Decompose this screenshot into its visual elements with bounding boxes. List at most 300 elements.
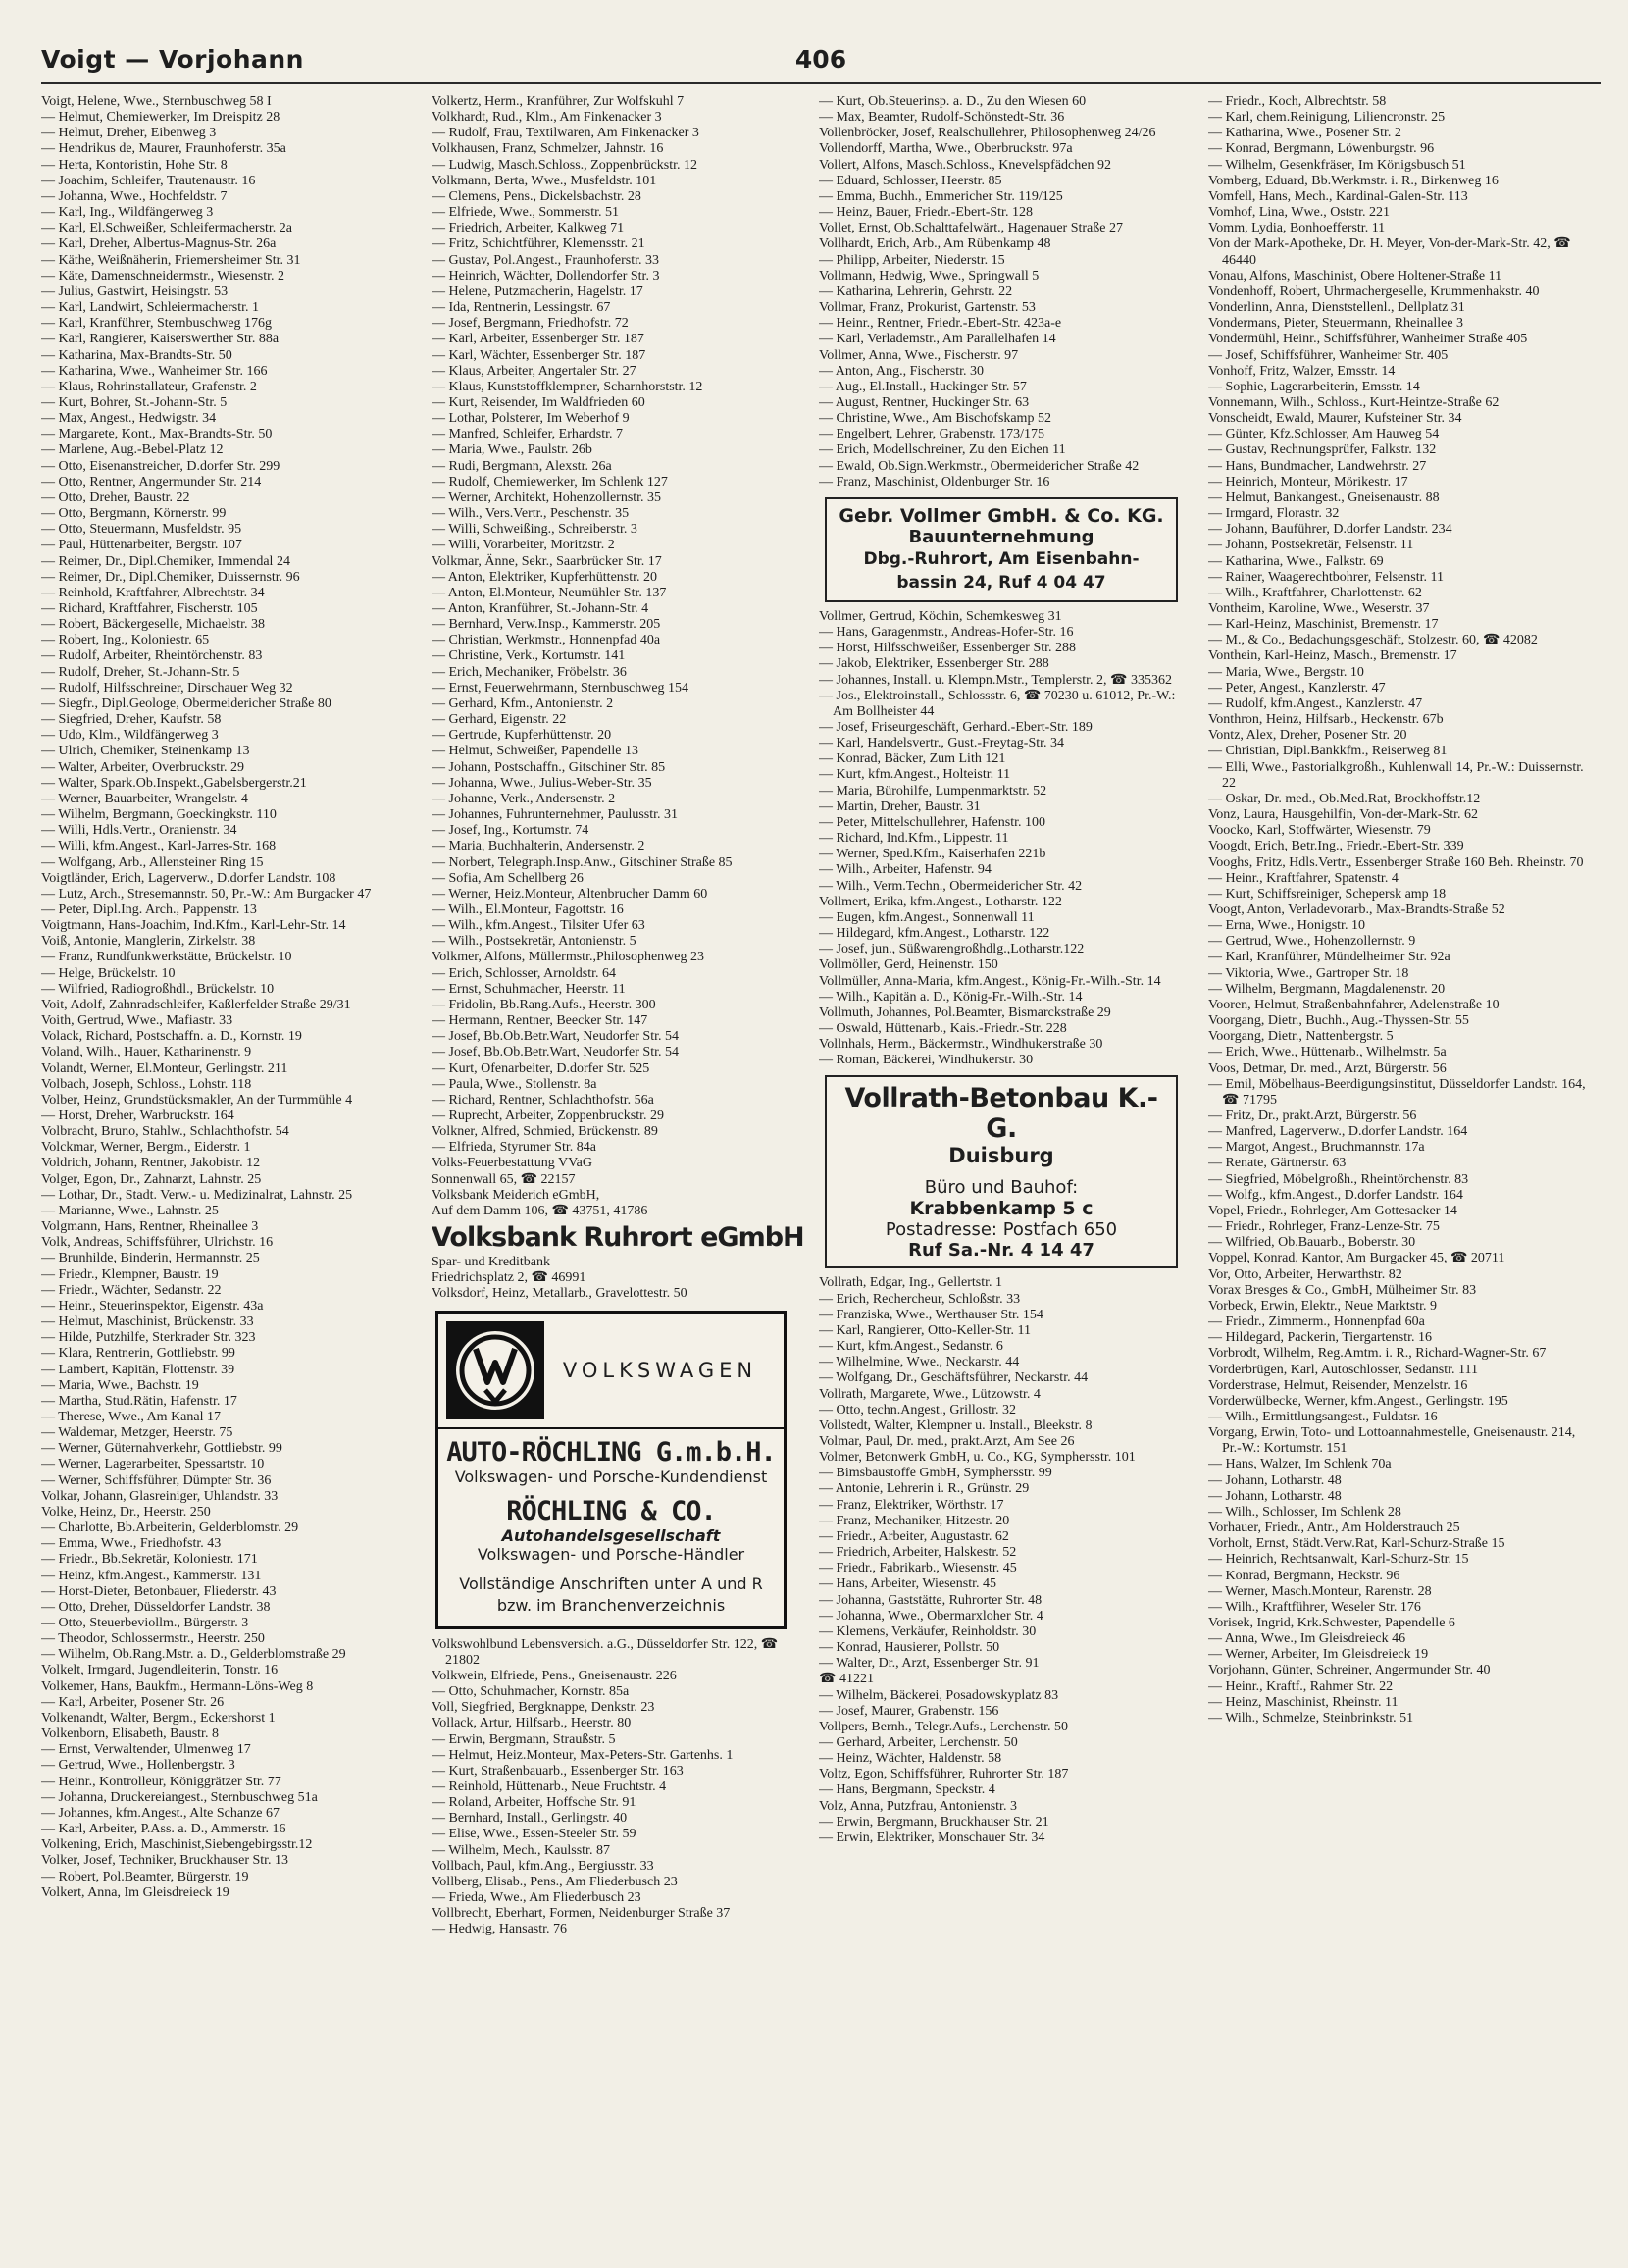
directory-entry: — Irmgard, Florastr. 32 <box>1208 506 1340 522</box>
directory-entry: — Paul, Hüttenarbeiter, Bergstr. 107 <box>41 538 242 553</box>
directory-entry: — Kurt, Straßenbauarb., Essenberger Str. 163 <box>432 1763 684 1778</box>
directory-entry: — Erich, Modellschreiner, Zu den Eichen 11 <box>819 442 1066 458</box>
directory-entry: — Rainer, Waagerechtbohrer, Felsenstr. 11 <box>1208 569 1444 585</box>
directory-entry: — Helmut, Schweißer, Papendelle 13 <box>432 744 638 759</box>
directory-entry: — Heinrich, Monteur, Mörikestr. 17 <box>1208 474 1408 490</box>
directory-entry: — Willi, Vorarbeiter, Moritzstr. 2 <box>432 538 615 553</box>
directory-entry: Vorbrodt, Wilhelm, Reg.Amtm. i. R., Richard-Wagner-Str. 67 <box>1208 1346 1547 1362</box>
vollrath-ad-line: Postadresse: Postfach 650 <box>885 1219 1118 1241</box>
directory-entry: Vorderbrügen, Karl, Autoschlosser, Sedanstr. 111 <box>1208 1362 1478 1377</box>
directory-entry: — Hans, Bundmacher, Landwehrstr. 27 <box>1208 458 1427 474</box>
directory-entry: Voogt, Anton, Verladevorarb., Max-Brandts-Straße 52 <box>1208 902 1505 917</box>
directory-entry: — Elfrieda, Styrumer Str. 84a <box>432 1140 596 1156</box>
directory-entry: — Siegfried, Möbelgroßh., Rheintörchenstr. 83 <box>1208 1171 1469 1187</box>
directory-entry: Volkemer, Hans, Baukfm., Hermann-Löns-Weg 8 <box>41 1678 314 1694</box>
directory-entry: — Wolfgang, Arb., Allensteiner Ring 15 <box>41 854 264 870</box>
directory-entry: — Franz, Maschinist, Oldenburger Str. 16 <box>819 474 1050 490</box>
page-number: 406 <box>794 45 847 74</box>
directory-entry: Vorjohann, Günter, Schreiner, Angermunder Str. 40 <box>1208 1663 1491 1678</box>
directory-entry: — Reimer, Dr., Dipl.Chemiker, Immendal 24 <box>41 553 290 569</box>
directory-entry: — Therese, Wwe., Am Kanal 17 <box>41 1409 221 1424</box>
directory-entry: — Friedr., Koch, Albrechtstr. 58 <box>1208 94 1387 109</box>
directory-entry: — Erna, Wwe., Honigstr. 10 <box>1208 918 1365 934</box>
directory-entry: Vor, Otto, Arbeiter, Herwarthstr. 82 <box>1208 1266 1402 1282</box>
directory-entry: — Erwin, Bergmann, Bruckhauser Str. 21 <box>819 1814 1049 1830</box>
directory-entry: — Klaus, Arbeiter, Angertaler Str. 27 <box>432 363 636 379</box>
directory-entry: — Elise, Wwe., Essen-Steeler Str. 59 <box>432 1827 636 1842</box>
directory-entry: — Johanna, Gaststätte, Ruhrorter Str. 48 <box>819 1592 1043 1608</box>
directory-entry: — Wilh., Arbeiter, Hafenstr. 94 <box>819 862 992 878</box>
directory-entry: — Rudolf, Dreher, St.-Johann-Str. 5 <box>41 664 240 680</box>
directory-entry: — Joachim, Schleifer, Trautenaustr. 16 <box>41 173 256 188</box>
directory-entry: — Günter, Kfz.Schlosser, Am Hauweg 54 <box>1208 427 1440 442</box>
directory-entry: — Hans, Arbeiter, Wiesenstr. 45 <box>819 1576 996 1592</box>
directory-entry: — Gerhard, Kfm., Antonienstr. 2 <box>432 696 614 711</box>
directory-entry: Vollnhals, Herm., Bäckermstr., Windhukerstraße 30 <box>819 1037 1103 1053</box>
directory-entry: Volkhausen, Franz, Schmelzer, Jahnstr. 16 <box>432 141 664 157</box>
directory-entry: — Karl, Arbeiter, P.Ass. a. D., Ammerstr. 16 <box>41 1822 286 1837</box>
entry-list <box>41 94 420 1901</box>
directory-entry: — Theodor, Schlossermstr., Heerstr. 250 <box>41 1631 265 1647</box>
directory-entry: — Kurt, Schiffsreiniger, Schepersk amp 18 <box>1208 886 1447 902</box>
directory-entry: — Bernhard, Verw.Insp., Kammerstr. 205 <box>432 617 661 633</box>
directory-entry: — Ewald, Ob.Sign.Werkmstr., Obermeidericher Straße 42 <box>819 458 1140 474</box>
directory-entry: Voogdt, Erich, Betr.Ing., Friedr.-Ebert-Str. 339 <box>1208 839 1464 854</box>
directory-entry: — Friedr., Fabrikarb., Wiesenstr. 45 <box>819 1561 1017 1576</box>
directory-entry: — Helmut, Dreher, Eibenweg 3 <box>41 126 217 141</box>
directory-entry: Vollmuth, Johannes, Pol.Beamter, Bismarckstraße 29 <box>819 1005 1111 1020</box>
directory-entry: Vollmar, Franz, Prokurist, Gartenstr. 53 <box>819 300 1036 316</box>
directory-entry: Vollpers, Bernh., Telegr.Aufs., Lerchenstr. 50 <box>819 1719 1068 1734</box>
directory-entry: — Konrad, Bergmann, Löwenburgstr. 96 <box>1208 141 1435 157</box>
directory-entry: — Johanna, Druckereiangest., Sternbuschweg 51a <box>41 1789 318 1805</box>
directory-entry: — Roman, Bäckerei, Windhukerstr. 30 <box>819 1053 1034 1068</box>
directory-entry: — Hildegard, kfm.Angest., Lotharstr. 122 <box>819 926 1050 942</box>
directory-entry: Vollrath, Edgar, Ing., Gellertstr. 1 <box>819 1275 1002 1291</box>
directory-entry: — Karl, Arbeiter, Essenberger Str. 187 <box>432 332 644 347</box>
directory-entry: — Wilh., Kraftführer, Weseler Str. 176 <box>1208 1599 1421 1615</box>
volkswagen-ad <box>435 1311 787 1629</box>
directory-entry: — Karl, Landwirt, Schleiermacherstr. 1 <box>41 300 259 316</box>
directory-entry: — Karl, Handelsvertr., Gust.-Freytag-Str. 34 <box>819 736 1065 751</box>
directory-entry: — Friedr., Klempner, Baustr. 19 <box>41 1266 219 1282</box>
entry-list <box>432 1637 810 1938</box>
directory-entry: Volkening, Erich, Maschinist,Siebengebirgsstr.12 <box>41 1837 313 1853</box>
directory-entry: — Kurt, Bohrer, St.-Johann-Str. 5 <box>41 394 228 410</box>
directory-entry: — Reinhold, Hüttenarb., Neue Fruchtstr. 4 <box>432 1778 667 1794</box>
volksbank-title: Volksbank Ruhrort eGmbH <box>432 1222 804 1254</box>
directory-entry: Vollet, Ernst, Ob.Schalttafelwärt., Hagenauer Straße 27 <box>819 221 1123 236</box>
directory-entry: Vollrath, Margarete, Wwe., Lützowstr. 4 <box>819 1386 1041 1402</box>
directory-entry: — Kurt, Ofenarbeiter, D.dorfer Str. 525 <box>432 1060 650 1076</box>
vollmer-ad-line: Dbg.-Ruhrort, Am Eisenbahn- <box>863 548 1140 569</box>
directory-entry: Volkhardt, Rud., Klm., Am Finkenacker 3 <box>432 110 662 126</box>
directory-entry: Vorholt, Ernst, Städt.Verw.Rat, Karl-Schurz-Straße 15 <box>1208 1536 1505 1552</box>
vw-company-2: RÖCHLING & CO. <box>506 1495 716 1526</box>
directory-entry: — Margot, Angest., Bruchmannstr. 17a <box>1208 1140 1425 1156</box>
directory-entry: — Heinz, Wächter, Haldenstr. 58 <box>819 1751 1002 1767</box>
directory-entry: — Katharina, Wwe., Posener Str. 2 <box>1208 126 1401 141</box>
entry-list <box>819 609 1197 1069</box>
directory-entry: — Friedrich, Arbeiter, Kalkweg 71 <box>432 221 625 236</box>
directory-entry: — Ernst, Schuhmacher, Heerstr. 11 <box>432 981 626 997</box>
directory-entry: — Erwin, Elektriker, Monschauer Str. 34 <box>819 1830 1045 1845</box>
directory-entry: — Otto, Eisenanstreicher, D.dorfer Str. 299 <box>41 458 280 474</box>
directory-entry: — Robert, Ing., Koloniestr. 65 <box>41 633 210 648</box>
directory-entry: — Christian, Werkmstr., Honnenpfad 40a <box>432 633 661 648</box>
directory-entry: — Katharina, Wwe., Wanheimer Str. 166 <box>41 363 268 379</box>
directory-entry: Volkswohlbund Lebensversich. a.G., Düsseldorfer Str. 122, ☎ 21802 <box>432 1636 779 1668</box>
directory-entry: — Max, Beamter, Rudolf-Schönstedt-Str. 36 <box>819 110 1065 126</box>
directory-entry: — Charlotte, Bb.Arbeiterin, Gelderblomstr. 29 <box>41 1521 299 1536</box>
directory-entry: — Siegfr., Dipl.Geologe, Obermeidericher Straße 80 <box>41 696 331 711</box>
directory-entry: — Josef, Bb.Ob.Betr.Wart, Neudorfer Str. 54 <box>432 1029 679 1045</box>
directory-entry: — Gerhard, Arbeiter, Lerchenstr. 50 <box>819 1734 1018 1750</box>
directory-entry: — Johann, Postschaffn., Gitschiner Str. 85 <box>432 759 666 775</box>
directory-entry: — Jakob, Elektriker, Essenberger Str. 288 <box>819 656 1049 672</box>
directory-entry: Vorderstrase, Helmut, Reisender, Menzelstr. 16 <box>1208 1377 1468 1393</box>
directory-entry: — Margarete, Kont., Max-Brandts-Str. 50 <box>41 427 273 442</box>
directory-entry: — Hilde, Putzhilfe, Sterkrader Str. 323 <box>41 1330 256 1346</box>
directory-entry: — Wolfgang, Dr., Geschäftsführer, Neckarstr. 44 <box>819 1370 1089 1386</box>
directory-entry: Vomfell, Hans, Mech., Kardinal-Galen-Str. 113 <box>1208 188 1468 204</box>
directory-entry: — Wilhelm, Bergmann, Goeckingkstr. 110 <box>41 807 277 823</box>
directory-entry: Vollmer, Anna, Wwe., Fischerstr. 97 <box>819 347 1019 363</box>
directory-entry: — Hendrikus de, Maurer, Fraunhoferstr. 35a <box>41 141 286 157</box>
vw-logo-icon <box>446 1321 544 1419</box>
directory-entry: — Otto, Schuhmacher, Kornstr. 85a <box>432 1684 630 1700</box>
directory-entry: — Heinr., Kraftfahrer, Spatenstr. 4 <box>1208 870 1399 886</box>
directory-entry: Von der Mark-Apotheke, Dr. H. Meyer, Von-der-Mark-Str. 42, ☎ 46440 <box>1208 236 1571 268</box>
directory-entry: Voigt, Helene, Wwe., Sternbuschweg 58 I <box>41 94 272 109</box>
directory-entry: — Renate, Gärtnerstr. 63 <box>1208 1156 1347 1171</box>
directory-entry: Vomhof, Lina, Wwe., Oststr. 221 <box>1208 205 1390 221</box>
directory-entry: — Wilh., El.Monteur, Fagottstr. 16 <box>432 902 624 917</box>
vollmer-ad-line: Gebr. Vollmer GmbH. & Co. KG. <box>839 504 1164 527</box>
directory-entry: — Rudolf, kfm.Angest., Kanzlerstr. 47 <box>1208 696 1423 711</box>
directory-entry: — Heinrich, Wächter, Dollendorfer Str. 3 <box>432 268 660 284</box>
directory-entry: — Wilhelm, Bergmann, Magdalenenstr. 20 <box>1208 981 1446 997</box>
directory-entry: — Hedwig, Hansastr. 76 <box>432 1922 568 1937</box>
directory-entry: — Martin, Dreher, Baustr. 31 <box>819 799 981 814</box>
directory-entry: — Konrad, Bergmann, Heckstr. 96 <box>1208 1568 1400 1583</box>
directory-entry: — Horst, Dreher, Warbruckstr. 164 <box>41 1108 234 1123</box>
directory-entry: — Werner, Schiffsführer, Dümpter Str. 36 <box>41 1472 272 1488</box>
directory-entry: — Heinz, Bauer, Friedr.-Ebert-Str. 128 <box>819 205 1033 221</box>
directory-entry: Vooren, Helmut, Straßenbahnfahrer, Adelenstraße 10 <box>1208 997 1500 1012</box>
directory-entry: — Bernhard, Install., Gerlingstr. 40 <box>432 1811 628 1827</box>
directory-entry: Volber, Heinz, Grundstücksmakler, An der Turmmühle 4 <box>41 1092 353 1108</box>
directory-entry: Vonau, Alfons, Maschinist, Obere Holtener-Straße 11 <box>1208 268 1502 284</box>
directory-entry: Auf dem Damm 106, ☎ 43751, 41786 <box>432 1203 648 1218</box>
directory-entry: — Walter, Arbeiter, Overbruckstr. 29 <box>41 759 245 775</box>
page-header <box>41 43 1601 84</box>
directory-entry: Vopel, Friedr., Rohrleger, Am Gottesacker 14 <box>1208 1203 1457 1218</box>
directory-entry: — Manfred, Lagerverw., D.dorfer Landstr. 164 <box>1208 1124 1468 1140</box>
directory-entry: — Lambert, Kapitän, Flottenstr. 39 <box>41 1362 235 1377</box>
directory-entry: Voll, Siegfried, Bergknappe, Denkstr. 23 <box>432 1700 655 1716</box>
directory-entry: Vomberg, Eduard, Bb.Werkmstr. i. R., Birkenweg 16 <box>1208 173 1499 188</box>
directory-entry: — Friedr., Bb.Sekretär, Koloniestr. 171 <box>41 1552 258 1568</box>
directory-entry: — Horst-Dieter, Betonbauer, Fliederstr. 43 <box>41 1583 277 1599</box>
directory-entry: Volger, Egon, Dr., Zahnarzt, Lahnstr. 25 <box>41 1171 262 1187</box>
directory-entry: Vollendorff, Martha, Wwe., Oberbruckstr. 97a <box>819 141 1073 157</box>
directory-entry: — Elli, Wwe., Pastorialkgroßh., Kuhlenwall 14, Pr.-W.: Duissernstr. 22 <box>1208 759 1584 791</box>
directory-entry: Volmer, Betonwerk GmbH, u. Co., KG, Symphersstr. 101 <box>819 1450 1136 1466</box>
directory-entry: — Otto, Steuermann, Musfeldstr. 95 <box>41 522 242 538</box>
directory-entry: Vollert, Alfons, Masch.Schloss., Knevelspfädchen 92 <box>819 157 1111 173</box>
directory-entry: — Viktoria, Wwe., Gartroper Str. 18 <box>1208 965 1409 981</box>
directory-entry: Voos, Detmar, Dr. med., Arzt, Bürgerstr. 56 <box>1208 1060 1447 1076</box>
directory-entry: — Paula, Wwe., Stollenstr. 8a <box>432 1076 597 1092</box>
vw-tagline: Volkswagen- und Porsche-Kundendienst <box>454 1467 768 1486</box>
directory-entry: — Wilh., Verm.Techn., Obermeidericher Str. 42 <box>819 878 1083 894</box>
directory-entry: — Karl, Arbeiter, Posener Str. 26 <box>41 1694 225 1710</box>
entry-list <box>819 94 1197 490</box>
directory-entry: — Christine, Verk., Kortumstr. 141 <box>432 648 626 664</box>
directory-entry: — Josef, Maurer, Grabenstr. 156 <box>819 1703 999 1719</box>
directory-entry: Voigtländer, Erich, Lagerverw., D.dorfer Landstr. 108 <box>41 870 336 886</box>
directory-entry: — Rudolf, Frau, Textilwaren, Am Finkenacker 3 <box>432 126 699 141</box>
directory-entry: — August, Rentner, Huckinger Str. 63 <box>819 394 1030 410</box>
directory-entry: — Ida, Rentnerin, Lessingstr. 67 <box>432 300 611 316</box>
directory-entry: — Maria, Wwe., Paulstr. 26b <box>432 442 592 458</box>
directory-entry: — Klara, Rentnerin, Gottliebstr. 99 <box>41 1346 235 1362</box>
directory-entry: — Christian, Dipl.Bankkfm., Reiserweg 81 <box>1208 744 1448 759</box>
directory-entry: — Helmut, Maschinist, Brückenstr. 33 <box>41 1314 254 1330</box>
directory-entry: — Johannes, Fuhrunternehmer, Paulusstr. 31 <box>432 807 679 823</box>
entry-list <box>819 1275 1197 1846</box>
directory-entry: — Bimsbaustoffe GmbH, Symphersstr. 99 <box>819 1466 1052 1481</box>
directory-entry: — Oswald, Hüttenarb., Kais.-Friedr.-Str. 228 <box>819 1020 1067 1036</box>
vollmer-ad-line: bassin 24, Ruf 4 04 47 <box>896 572 1106 593</box>
directory-entry: — Klaus, Rohrinstallateur, Grafenstr. 2 <box>41 379 257 394</box>
directory-entry: — Fritz, Schichtführer, Klemensstr. 21 <box>432 236 645 252</box>
directory-entry: — Marlene, Aug.-Bebel-Platz 12 <box>41 442 224 458</box>
directory-entry: — Wilhelm, Gesenkfräser, Im Königsbusch 51 <box>1208 157 1466 173</box>
directory-entry: Volmar, Paul, Dr. med., prakt.Arzt, Am See 26 <box>819 1434 1075 1449</box>
directory-entry: — Werner, Masch.Monteur, Rarenstr. 28 <box>1208 1583 1432 1599</box>
directory-entry: Voocko, Karl, Stoffwärter, Wiesenstr. 79 <box>1208 823 1431 839</box>
directory-entry: Volker, Josef, Techniker, Bruckhauser Str. 13 <box>41 1853 289 1869</box>
directory-entry: — Emma, Wwe., Friedhofstr. 43 <box>41 1536 222 1552</box>
directory-entry: — Katharina, Max-Brandts-Str. 50 <box>41 347 232 363</box>
directory-entry: — Siegfried, Dreher, Kaufstr. 58 <box>41 712 222 728</box>
vw-company: AUTO-RÖCHLING G.m.b.H. <box>446 1436 776 1468</box>
directory-entry: — Werner, Architekt, Hohenzollernstr. 35 <box>432 490 662 505</box>
directory-entry: — Philipp, Arbeiter, Niederstr. 15 <box>819 252 1005 268</box>
directory-entry: Vollhardt, Erich, Arb., Am Rübenkamp 48 <box>819 236 1051 252</box>
directory-entry: Volandt, Werner, El.Monteur, Gerlingstr. 211 <box>41 1060 288 1076</box>
directory-entry: — Kurt, Ob.Steuerinsp. a. D., Zu den Wiesen 60 <box>819 94 1087 109</box>
directory-entry: Vonderlinn, Anna, Dienststellenl., Dellplatz 31 <box>1208 300 1465 316</box>
directory-entry: — Waldemar, Metzger, Heerstr. 75 <box>41 1425 233 1441</box>
directory-entry: — Werner, Güternahverkehr, Gottliebstr. 99 <box>41 1441 282 1457</box>
directory-entry: — Wilh., Schlosser, Im Schlenk 28 <box>1208 1504 1401 1520</box>
page-title: Voigt — Vorjohann <box>41 45 304 74</box>
directory-entry: Volks-Feuerbestattung VVaG <box>432 1156 592 1171</box>
directory-entry: — Otto, Bergmann, Körnerstr. 99 <box>41 506 227 522</box>
directory-entry: — Reimer, Dr., Dipl.Chemiker, Duissernstr. 96 <box>41 569 300 585</box>
directory-entry: — Johann, Lotharstr. 48 <box>1208 1472 1342 1488</box>
directory-entry: — Marianne, Wwe., Lahnstr. 25 <box>41 1203 219 1218</box>
column-2 <box>432 94 810 2252</box>
directory-entry: — Friedr., Arbeiter, Augustastr. 62 <box>819 1528 1009 1544</box>
directory-entry: — Franz, Rundfunkwerkstätte, Brückelstr. 10 <box>41 950 292 965</box>
directory-entry: — Walter, Dr., Arzt, Essenberger Str. 91 <box>819 1656 1040 1672</box>
directory-entry: Vollmert, Erika, kfm.Angest., Lotharstr. 122 <box>819 894 1062 909</box>
directory-entry: — Karl, Kranführer, Mündelheimer Str. 92a <box>1208 950 1450 965</box>
directory-entry: — Otto, Dreher, Baustr. 22 <box>41 490 190 505</box>
directory-entry: — Karl, Kranführer, Sternbuschweg 176g <box>41 316 273 332</box>
directory-entry: — Wilfried, Radiogroßhdl., Brückelstr. 10 <box>41 981 275 997</box>
directory-entry: — Ernst, Feuerwehrmann, Sternbuschweg 154 <box>432 680 689 696</box>
volksbank-ad <box>432 1222 810 1302</box>
directory-entry: — Lutz, Arch., Stresemannstr. 50, Pr.-W.: Am Burgacker 47 <box>41 886 372 902</box>
entry-list <box>432 94 810 1219</box>
directory-entry: — Karl, Dreher, Albertus-Magnus-Str. 26a <box>41 236 277 252</box>
directory-entry: — Heinz, kfm.Angest., Kammerstr. 131 <box>41 1568 262 1583</box>
vw-tagline-3: Volkswagen- und Porsche-Händler <box>477 1544 745 1564</box>
directory-entry: — Brunhilde, Binderin, Hermannstr. 25 <box>41 1251 260 1266</box>
directory-entry: — Otto, Dreher, Düsseldorfer Landstr. 38 <box>41 1599 271 1615</box>
directory-entry: Voorgang, Dietr., Nattenbergstr. 5 <box>1208 1029 1394 1045</box>
directory-entry: — Karl, El.Schweißer, Schleifermacherstr. 2a <box>41 221 293 236</box>
directory-entry: — Willi, kfm.Angest., Karl-Jarres-Str. 168 <box>41 839 277 854</box>
directory-entry: — Helene, Putzmacherin, Hagelstr. 17 <box>432 284 643 299</box>
directory-entry: — Kurt, kfm.Angest., Sedanstr. 6 <box>819 1339 1003 1355</box>
directory-entry: — Wilh., kfm.Angest., Tilsiter Ufer 63 <box>432 918 645 934</box>
directory-entry: Vorisek, Ingrid, Krk.Schwester, Papendelle 6 <box>1208 1616 1455 1630</box>
directory-entry: — Lothar, Polsterer, Im Weberhof 9 <box>432 411 630 427</box>
directory-entry: — Peter, Mittelschullehrer, Hafenstr. 100 <box>819 814 1045 830</box>
directory-entry: — Gertrud, Wwe., Hollenbergstr. 3 <box>41 1758 235 1774</box>
directory-entry: — Konrad, Hausierer, Pollstr. 50 <box>819 1640 1000 1656</box>
directory-entry: — Werner, Bauarbeiter, Wrangelstr. 4 <box>41 791 248 806</box>
directory-entry: — Sofia, Am Schellberg 26 <box>432 870 584 886</box>
vw-ad-header <box>438 1314 784 1429</box>
directory-entry: — Erwin, Bergmann, Straußstr. 5 <box>432 1731 616 1747</box>
directory-entry: Vollstedt, Walter, Klempner u. Install., Bleekstr. 8 <box>819 1418 1093 1433</box>
directory-entry: — Julius, Gastwirt, Heisingstr. 53 <box>41 284 229 299</box>
directory-entry: Vontz, Alex, Dreher, Posener Str. 20 <box>1208 728 1407 744</box>
directory-entry: — Johanna, Wwe., Julius-Weber-Str. 35 <box>432 775 652 791</box>
directory-entry: Vorhauer, Friedr., Antr., Am Holderstrauch 25 <box>1208 1521 1460 1536</box>
directory-entry: — Erich, Wwe., Hüttenarb., Wilhelmstr. 5a <box>1208 1045 1447 1060</box>
directory-entry: — Gertrud, Wwe., Hohenzollernstr. 9 <box>1208 934 1416 950</box>
directory-entry: — Willi, Hdls.Vertr., Oranienstr. 34 <box>41 823 237 839</box>
directory-entry: Vondermans, Pieter, Steuermann, Rheinallee 3 <box>1208 316 1464 332</box>
directory-entry: — Johanna, Wwe., Hochfeldstr. 7 <box>41 188 228 204</box>
directory-entry: — Robert, Bäckergeselle, Michaelstr. 38 <box>41 617 265 633</box>
directory-entry: — Manfred, Schleifer, Erhardstr. 7 <box>432 427 623 442</box>
directory-entry: Volk, Andreas, Schiffsführer, Ulrichstr. 16 <box>41 1235 274 1251</box>
directory-entry: — Peter, Angest., Kanzlerstr. 47 <box>1208 680 1386 696</box>
directory-entry: — Franziska, Wwe., Werthauser Str. 154 <box>819 1307 1043 1322</box>
directory-entry: — Friedr., Zimmerm., Honnenpfad 60a <box>1208 1314 1425 1330</box>
directory-entry: — Kurt, Reisender, Im Waldfrieden 60 <box>432 394 645 410</box>
directory-entry: — Anna, Wwe., Im Gleisdreieck 46 <box>1208 1631 1406 1647</box>
directory-entry: Vooghs, Fritz, Hdls.Vertr., Essenberger Straße 160 Beh. Rheinstr. 70 <box>1208 854 1584 870</box>
directory-entry: Volkmer, Alfons, Müllermstr.,Philosophenweg 23 <box>432 950 705 965</box>
directory-entry: — Hans, Bergmann, Speckstr. 4 <box>819 1782 995 1798</box>
directory-entry: Vorax Bresges & Co., GmbH, Mülheimer Str. 83 <box>1208 1282 1477 1298</box>
directory-entry: Vollmöller, Gerd, Heinenstr. 150 <box>819 957 998 973</box>
directory-entry: — Herta, Kontoristin, Hohe Str. 8 <box>41 157 228 173</box>
directory-entry: Volksbank Meiderich eGmbH, <box>432 1187 600 1203</box>
directory-entry: — Erich, Rechercheur, Schloßstr. 33 <box>819 1291 1021 1307</box>
directory-entry: — Heinr., Rentner, Friedr.-Ebert-Str. 423a-e <box>819 316 1062 332</box>
directory-entry: — Karl-Heinz, Maschinist, Bremenstr. 17 <box>1208 617 1439 633</box>
entry-list <box>1208 94 1587 1727</box>
directory-entry: — Ruprecht, Arbeiter, Zoppenbruckstr. 29 <box>432 1108 664 1123</box>
directory-entry: Voland, Wilh., Hauer, Katharinenstr. 9 <box>41 1045 252 1060</box>
directory-entry: — Johannes, kfm.Angest., Alte Schanze 67 <box>41 1805 280 1821</box>
directory-entry: — Ernst, Verwaltender, Ulmenweg 17 <box>41 1742 251 1758</box>
directory-entry: — Friedr., Wächter, Sedanstr. 22 <box>41 1282 222 1298</box>
directory-entry: — Johanna, Wwe., Obermarxloher Str. 4 <box>819 1608 1043 1624</box>
directory-entry: — Eduard, Schlosser, Heerstr. 85 <box>819 173 1002 188</box>
directory-entry: — Eugen, kfm.Angest., Sonnenwall 11 <box>819 909 1035 925</box>
vw-note: Vollständige Anschriften unter A und R bzw. im Branchenverzeichnis <box>459 1573 763 1615</box>
directory-entry: Voigtmann, Hans-Joachim, Ind.Kfm., Karl-Lehr-Str. 14 <box>41 918 346 934</box>
directory-entry: — Helmut, Chemiewerker, Im Dreispitz 28 <box>41 110 280 126</box>
directory-entry: — Engelbert, Lehrer, Grabenstr. 173/175 <box>819 427 1044 442</box>
directory-entry: Volckmar, Werner, Bergm., Eiderstr. 1 <box>41 1140 251 1156</box>
directory-entry: Volkert, Anna, Im Gleisdreieck 19 <box>41 1884 229 1900</box>
directory-entry: — Karl, Rangierer, Kaiserswerther Str. 88a <box>41 332 280 347</box>
directory-entry: — Helmut, Heiz.Monteur, Max-Peters-Str. Gartenhs. 1 <box>432 1747 734 1763</box>
directory-entry: — Anton, El.Monteur, Neumühler Str. 137 <box>432 585 667 600</box>
directory-entry: — Karl, Verlademstr., Am Parallelhafen 14 <box>819 332 1056 347</box>
directory-entry: — Roland, Arbeiter, Hoffsche Str. 91 <box>432 1795 636 1811</box>
directory-entry: — Maria, Wwe., Bergstr. 10 <box>1208 664 1364 680</box>
directory-entry: Vollmer, Gertrud, Köchin, Schemkesweg 31 <box>819 608 1062 624</box>
directory-entry: — Gustav, Rechnungsprüfer, Falkstr. 132 <box>1208 442 1437 458</box>
vollrath-ad-line: Duisburg <box>948 1144 1054 1168</box>
directory-entry: — Rudi, Bergmann, Alexstr. 26a <box>432 458 612 474</box>
directory-entry: Vorgang, Erwin, Toto- und Lottoannahmestelle, Gneisenaustr. 214, Pr.-W.: Kortumstr. 151 <box>1208 1425 1576 1457</box>
directory-entry: — Udo, Klm., Wildfängerweg 3 <box>41 728 219 744</box>
directory-entry: — Fridolin, Bb.Rang.Aufs., Heerstr. 300 <box>432 997 656 1012</box>
directory-entry: Vollmüller, Anna-Maria, kfm.Angest., König-Fr.-Wilh.-Str. 14 <box>819 973 1161 989</box>
directory-entry: — Klaus, Kunststoffklempner, Scharnhorststr. 12 <box>432 379 703 394</box>
vw-tagline-2: Autohandelsgesellschaft <box>501 1525 721 1545</box>
directory-entry: — Johann, Bauführer, D.dorfer Landstr. 234 <box>1208 522 1452 538</box>
directory-entry: — Erich, Mechaniker, Fröbelstr. 36 <box>432 664 627 680</box>
directory-entry: — Gustav, Pol.Angest., Fraunhoferstr. 33 <box>432 252 660 268</box>
directory-entry: — Sophie, Lagerarbeiterin, Emsstr. 14 <box>1208 379 1420 394</box>
directory-entry: — Wilhelm, Bäckerei, Posadowskyplatz 83 <box>819 1687 1059 1703</box>
directory-entry: — Anton, Elektriker, Kupferhüttenstr. 20 <box>432 569 658 585</box>
directory-entry: — Gertrude, Kupferhüttenstr. 20 <box>432 728 612 744</box>
directory-entry: Volkenandt, Walter, Bergm., Eckershorst 1 <box>41 1710 276 1726</box>
vollmer-ad <box>825 497 1178 602</box>
directory-entry: — Käte, Damenschneidermstr., Wiesenstr. 2 <box>41 268 285 284</box>
directory-entry: Vollack, Artur, Hilfsarb., Heerstr. 80 <box>432 1716 632 1731</box>
directory-entry: — Johanne, Verk., Andersenstr. 2 <box>432 791 616 806</box>
directory-entry: — Rudolf, Hilfsschreiner, Dirschauer Weg 32 <box>41 680 293 696</box>
directory-entry: — Werner, Arbeiter, Im Gleisdreieck 19 <box>1208 1647 1429 1663</box>
directory-entry: Voppel, Konrad, Kantor, Am Burgacker 45, ☎ 20711 <box>1208 1251 1505 1266</box>
directory-entry: — Maria, Bürohilfe, Lumpenmarktstr. 52 <box>819 783 1047 799</box>
directory-entry: Voith, Gertrud, Wwe., Mafiastr. 33 <box>41 1013 233 1029</box>
vollrath-ad-line: Krabbenkamp 5 c <box>909 1198 1094 1220</box>
directory-entry: Vorderwülbecke, Werner, kfm.Angest., Gerlingstr. 195 <box>1208 1393 1508 1409</box>
directory-entry: — Aug., El.Install., Huckinger Str. 57 <box>819 379 1027 394</box>
directory-entry: — Klemens, Verkäufer, Reinholdstr. 30 <box>819 1624 1037 1639</box>
directory-entry: — Emma, Buchh., Emmericher Str. 119/125 <box>819 188 1063 204</box>
